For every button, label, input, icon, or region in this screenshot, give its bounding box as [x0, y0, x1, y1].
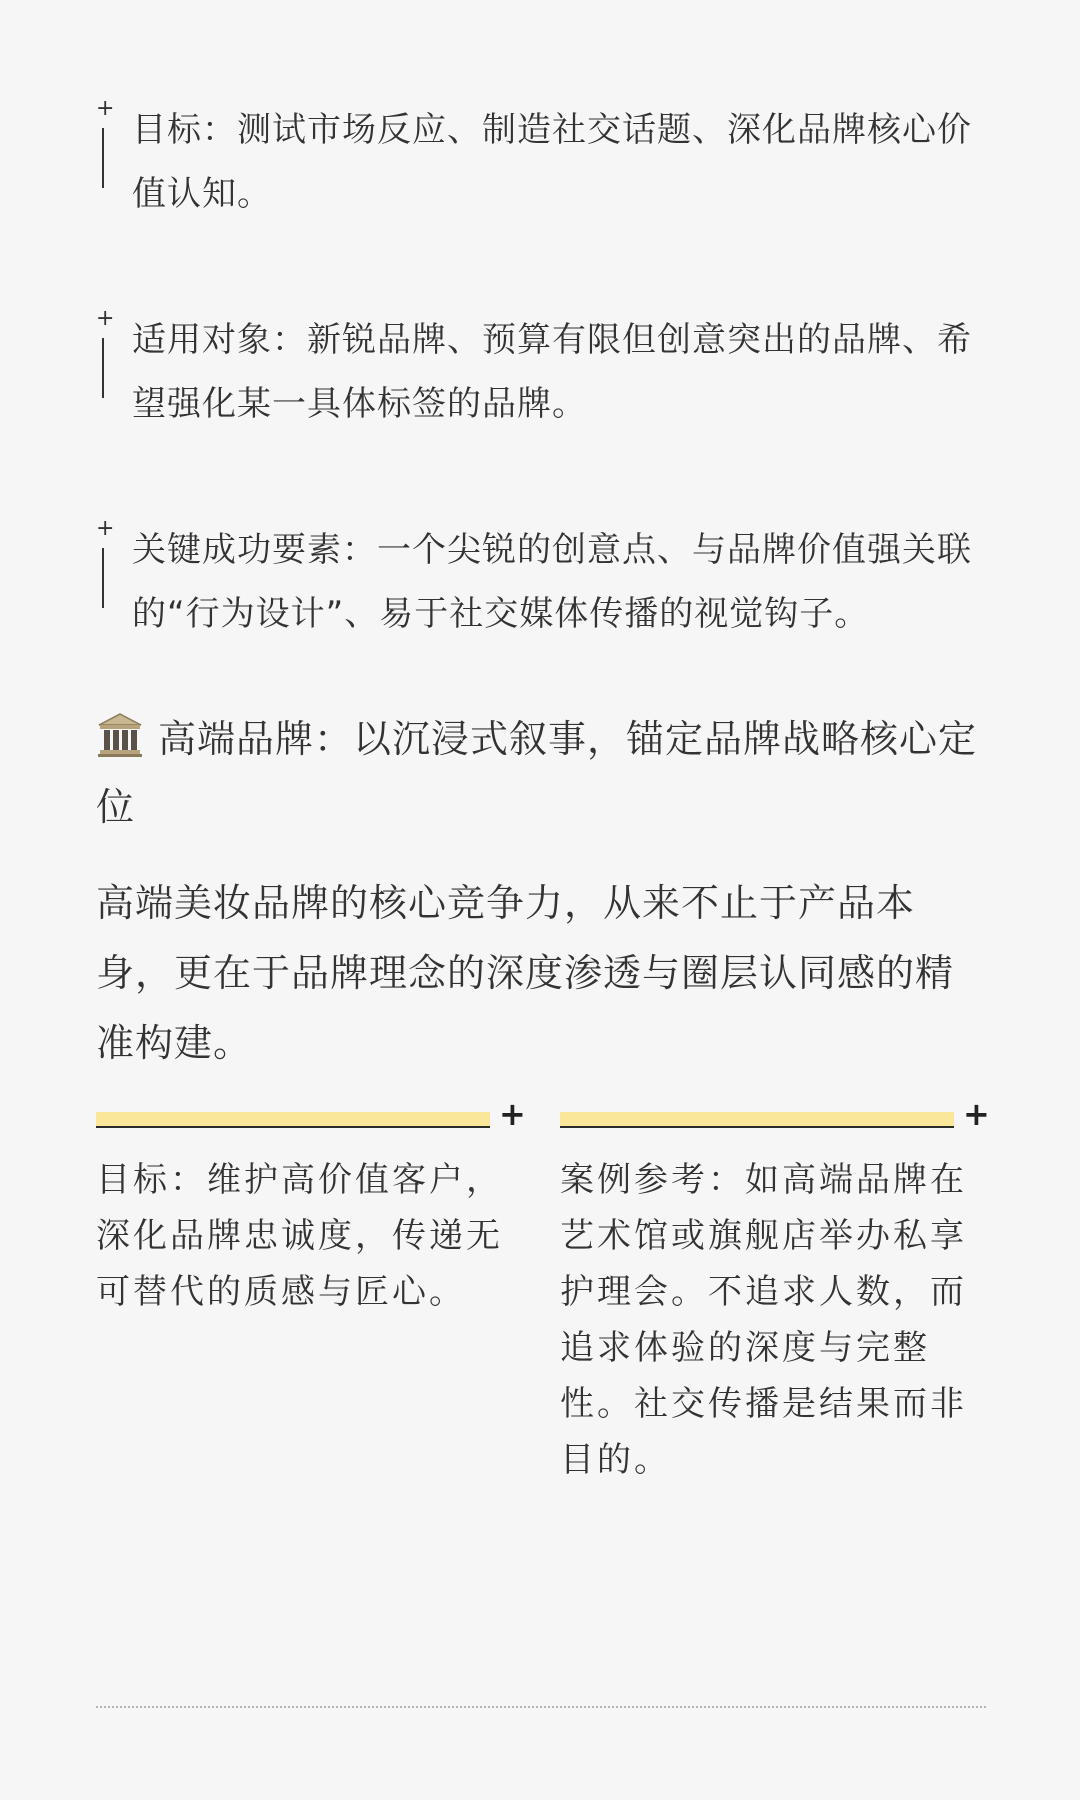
plus-icon: + — [96, 306, 115, 331]
section-heading — [96, 705, 986, 841]
plus-icon: + — [96, 96, 115, 121]
section-intro: 高端美妆品牌的核心竞争力，从来不止于产品本身，更在于品牌理念的深度渗透与圈层认同感的精准构建。 — [96, 881, 955, 1065]
section-heading-text: 高端品牌：以沉浸式叙事，锚定品牌战略核心定位 — [96, 717, 978, 829]
bullet-text: 目标：测试市场反应、制造社交话题、深化品牌核心价值认知。 — [132, 110, 972, 214]
footer-divider — [96, 1706, 986, 1708]
card-header — [96, 1095, 526, 1136]
bullet-bar — [102, 548, 104, 608]
bullet-bar — [102, 338, 104, 398]
bullet-marker — [96, 308, 116, 408]
card-goal — [96, 1095, 526, 1320]
card-highlight-bar — [560, 1112, 954, 1128]
bullet-item-audience — [96, 308, 986, 436]
bullet-item-key-factors — [96, 518, 986, 646]
bullet-marker — [96, 98, 116, 198]
classical-building-icon — [96, 711, 144, 757]
card-header — [560, 1095, 990, 1136]
bullet-bar — [102, 128, 104, 188]
bullet-text: 关键成功要素：一个尖锐的创意点、与品牌价值强关联的“行为设计”、易于社交媒体传播的视觉钩子。 — [132, 530, 972, 634]
bullet-item-goal — [96, 98, 986, 226]
card-text: 目标：维护高价值客户，深化品牌忠诚度，传递无可替代的质感与匠心。 — [96, 1160, 503, 1312]
bullet-text: 适用对象：新锐品牌、预算有限但创意突出的品牌、希望强化某一具体标签的品牌。 — [132, 320, 972, 424]
card-text: 案例参考：如高端品牌在艺术馆或旗舰店举办私享护理会。不追求人数，而追求体验的深度与完整性。社交传播是结果而非目的。 — [560, 1160, 967, 1480]
plus-icon: + — [96, 516, 115, 541]
plus-icon: + — [499, 1095, 526, 1133]
card-highlight-bar — [96, 1112, 490, 1128]
bullet-marker — [96, 518, 116, 618]
card-case-reference — [560, 1095, 990, 1488]
plus-icon: + — [963, 1095, 990, 1133]
